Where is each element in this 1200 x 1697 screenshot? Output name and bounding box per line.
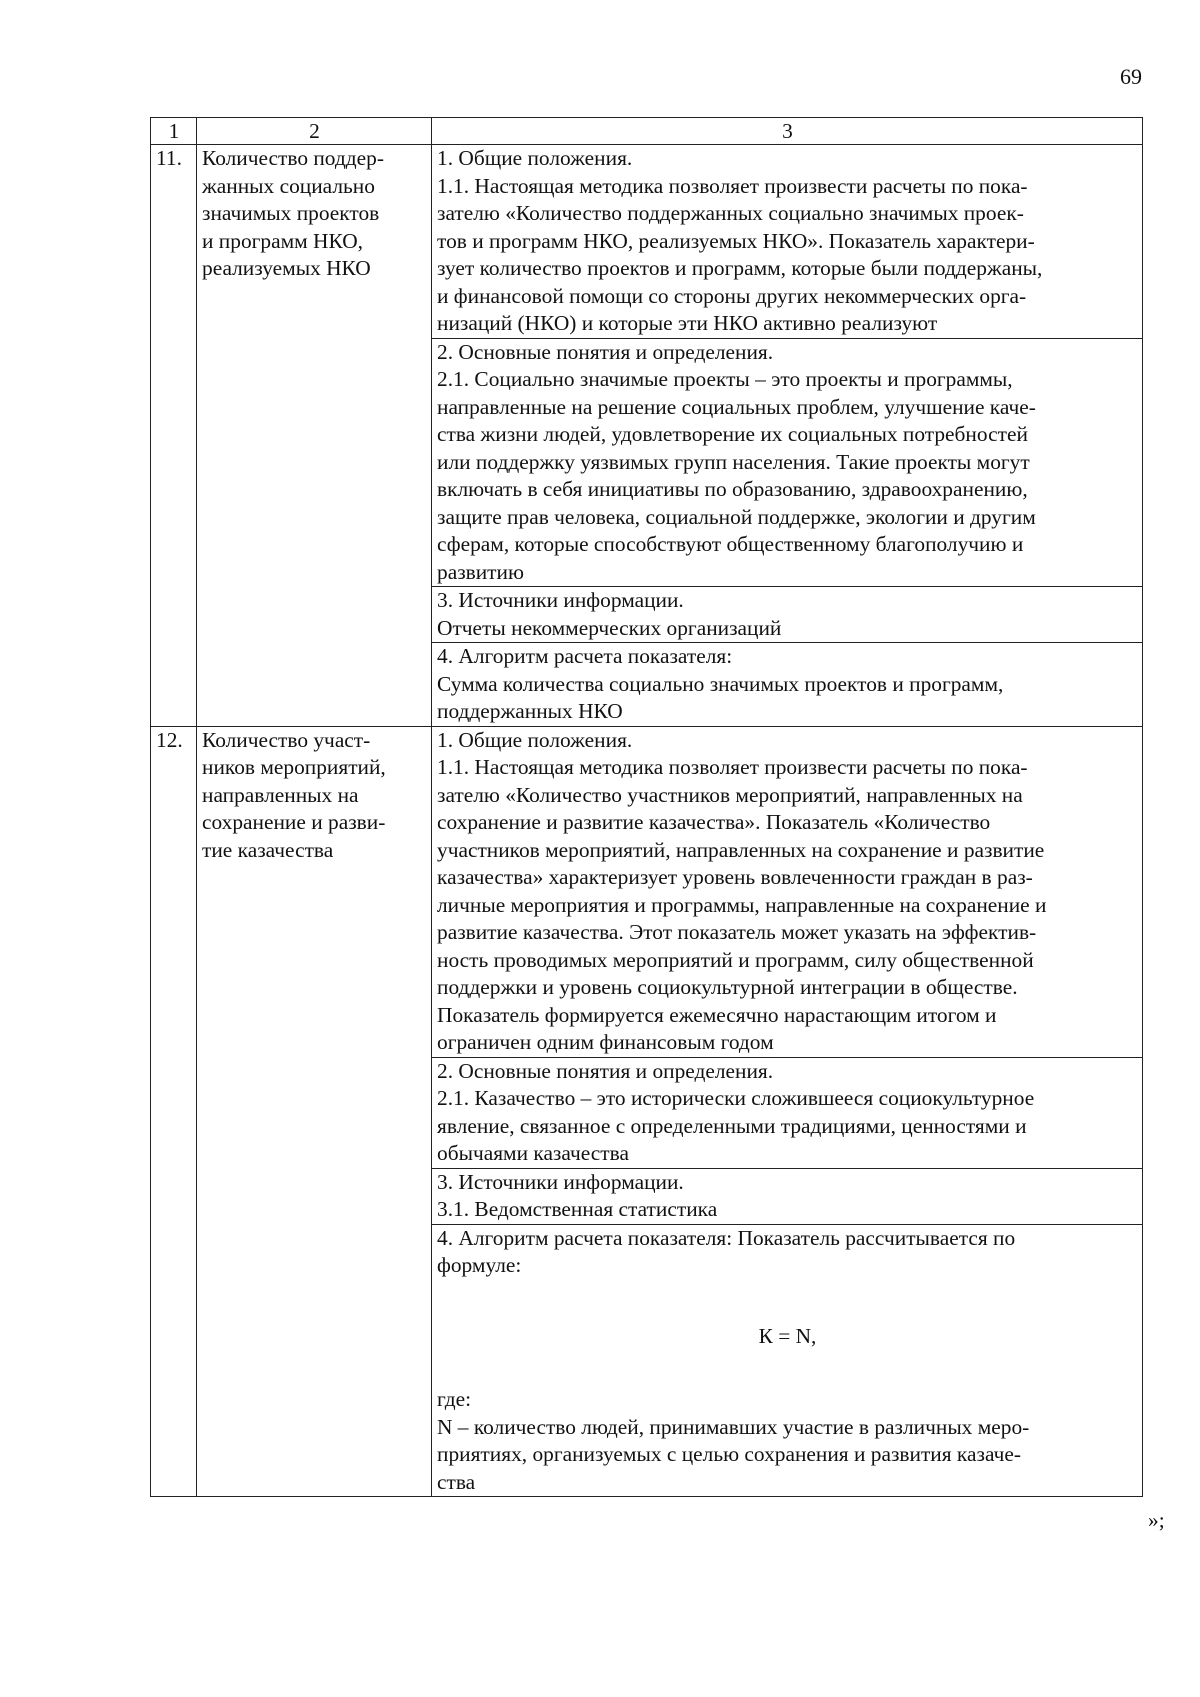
column-header-indicator: 2 — [197, 118, 432, 145]
section-general-provisions — [432, 145, 1143, 339]
indicator-name-line: реализуемых НКО — [202, 256, 371, 280]
indicator-name-line: ников мероприятий, — [202, 755, 386, 779]
section-line: поддержки и уровень социокультурной интеграции в обществе. — [437, 975, 1018, 999]
formula: К = N, — [758, 1323, 817, 1348]
section-line: приятиях, организуемых с целью сохранения и развития казаче- — [437, 1442, 1021, 1466]
indicator-name-line: значимых проектов — [202, 201, 380, 225]
section-line: низаций (НКО) и которые эти НКО активно реализуют — [437, 311, 938, 335]
indicator-name-line: сохранение и разви- — [202, 810, 386, 834]
section-line: казачества» характеризует уровень вовлеченности граждан в раз- — [437, 865, 1033, 889]
indicator-name-line: жанных социально — [202, 173, 375, 198]
section-line: где: — [437, 1387, 472, 1411]
indicator-name — [197, 726, 432, 1497]
section-line: направленные на решение социальных проблем, улучшение каче- — [437, 394, 1036, 419]
section-line: и финансовой помощи со стороны других некоммерческих орга- — [437, 283, 1027, 308]
section-line: участников мероприятий, направленных на сохранение и развитие — [437, 837, 1045, 862]
section-algorithm — [432, 1224, 1143, 1497]
section-line: 2.1. Казачество – это исторически сложившееся социокультурное — [437, 1086, 1035, 1110]
row-number: 12. — [151, 726, 197, 1497]
section-line: явление, связанное с определенными традициями, ценностями и — [437, 1113, 1027, 1138]
section-line: ства — [437, 1469, 476, 1494]
section-line: поддержанных НКО — [437, 699, 623, 723]
section-line: 3. Источники информации. — [437, 588, 684, 612]
section-line: 1. Общие положения. — [437, 146, 633, 170]
column-header-methodology: 3 — [432, 118, 1143, 145]
table-row — [151, 145, 1143, 339]
table-row — [151, 726, 1143, 1057]
section-line: развитие казачества. Этот показатель может указать на эффектив- — [437, 920, 1037, 944]
section-line: Показатель формируется ежемесячно нарастающим итогом и — [437, 1002, 997, 1027]
section-line: 3. Источники информации. — [437, 1169, 684, 1194]
page-number: 69 — [1120, 64, 1142, 89]
section-line: 4. Алгоритм расчета показателя: — [437, 644, 733, 668]
section-line: защите прав человека, социальной поддержке, экологии и другим — [437, 504, 1036, 529]
section-line: 3.1. Ведомственная статистика — [437, 1197, 718, 1221]
section-line: ства жизни людей, удовлетворение их социальных потребностей — [437, 422, 1028, 446]
indicator-name — [197, 145, 432, 727]
section-line: сферам, которые способствуют общественному благополучию и — [437, 532, 1024, 556]
section-line: или поддержку уязвимых групп населения. Такие проекты могут — [437, 449, 1030, 474]
closing-quote-mark: »; — [1148, 1508, 1165, 1532]
section-line: формуле: — [437, 1253, 522, 1277]
section-definitions — [432, 1057, 1143, 1168]
section-line: 4. Алгоритм расчета показателя: Показатель рассчитывается по — [437, 1225, 1016, 1250]
section-line: 1. Общие положения. — [437, 727, 633, 752]
section-sources — [432, 587, 1143, 643]
section-general-provisions — [432, 726, 1143, 1057]
section-line: зует количество проектов и программ, которые были поддержаны, — [437, 256, 1043, 280]
section-definitions — [432, 338, 1143, 587]
section-line: тов и программ НКО, реализуемых НКО». Показатель характери- — [437, 228, 1035, 253]
section-line: ность проводимых мероприятий и программ, силу общественной — [437, 947, 1034, 972]
indicator-name-line: направленных на — [202, 782, 359, 807]
row-number: 11. — [151, 145, 197, 727]
section-line: 2.1. Социально значимые проекты – это проекты и программы, — [437, 367, 1013, 391]
section-line: развитию — [437, 559, 524, 584]
indicator-name-line: Количество поддер- — [202, 146, 384, 170]
column-header-number: 1 — [151, 118, 197, 145]
section-line: личные мероприятия и программы, направленные на сохранение и — [437, 892, 1047, 917]
table-header-row — [151, 118, 1143, 145]
section-line: обычаями казачества — [437, 1141, 629, 1165]
section-algorithm — [432, 643, 1143, 727]
section-line: N – количество людей, принимавших участие в различных меро- — [437, 1414, 1030, 1439]
section-line: 2. Основные понятия и определения. — [437, 339, 774, 364]
section-line: зателю «Количество участников мероприятий, направленных на — [437, 782, 1023, 807]
section-line: сохранение и развитие казачества». Показатель «Количество — [437, 810, 991, 834]
section-line: 1.1. Настоящая методика позволяет произвести расчеты по пока- — [437, 173, 1028, 198]
indicator-name-line: и программ НКО, — [202, 228, 363, 253]
indicator-name-line: тие казачества — [202, 837, 334, 862]
section-line: Сумма количества социально значимых проектов и программ, — [437, 671, 1004, 696]
section-line: включать в себя инициативы по образованию, здравоохранению, — [437, 477, 1028, 501]
section-line: 2. Основные понятия и определения. — [437, 1058, 774, 1083]
section-line: ограничен одним финансовым годом — [437, 1030, 774, 1054]
section-line: 1.1. Настоящая методика позволяет произвести расчеты по пока- — [437, 755, 1028, 779]
section-sources — [432, 1168, 1143, 1224]
section-line: зателю «Количество поддержанных социально значимых проек- — [437, 201, 1024, 225]
indicator-name-line: Количество участ- — [202, 727, 371, 752]
indicator-methodology-table — [150, 117, 1143, 1497]
section-line: Отчеты некоммерческих организаций — [437, 615, 782, 640]
